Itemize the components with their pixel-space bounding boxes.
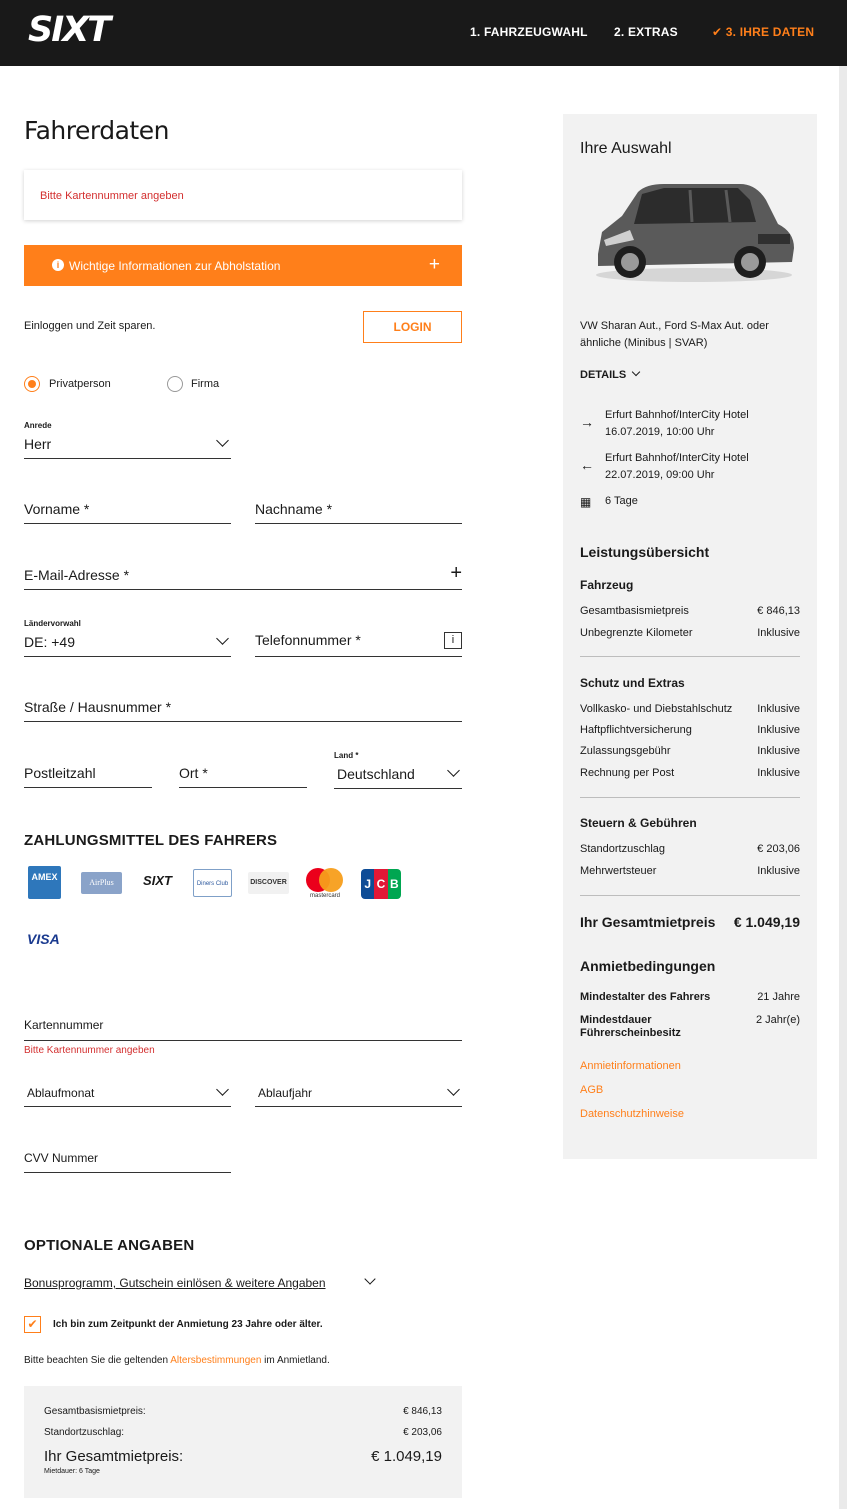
airplus-card-icon: AirPlus bbox=[81, 872, 122, 894]
taxes-row-label: Standortzuschlag bbox=[580, 843, 665, 855]
summary-location-value: € 203,06 bbox=[403, 1427, 442, 1438]
sixt-logo[interactable]: SIXT bbox=[28, 10, 110, 50]
age-rules-link[interactable]: Altersbestimmungen bbox=[170, 1355, 262, 1366]
radio-private[interactable] bbox=[24, 376, 40, 392]
chevron-down-icon bbox=[216, 632, 229, 645]
price-summary bbox=[24, 1386, 462, 1498]
pickup-place: Erfurt Bahnhof/InterCity Hotel bbox=[605, 409, 749, 421]
vehicle-row-label: Gesamtbasismietpreis bbox=[580, 605, 689, 617]
salutation-value: Herr bbox=[24, 436, 52, 452]
age-note: Bitte beachten Sie die geltenden Altersbestimmungen im Anmietland. bbox=[24, 1355, 330, 1366]
extras-row-label: Rechnung per Post bbox=[580, 767, 675, 779]
card-number-error: Bitte Kartennummer angeben bbox=[24, 1045, 155, 1056]
taxes-row-value: Inklusive bbox=[757, 865, 800, 877]
country-value: Deutschland bbox=[337, 766, 415, 782]
summary-base-label: Gesamtbasismietpreis: bbox=[44, 1406, 146, 1417]
conditions-title: Anmietbedingungen bbox=[580, 958, 716, 974]
step-your-data-label: 3. IHRE DATEN bbox=[725, 25, 815, 39]
station-info-bar[interactable] bbox=[24, 245, 462, 286]
last-name-label: Nachname * bbox=[255, 501, 333, 517]
min-age-value: 21 Jahre bbox=[757, 991, 800, 1003]
street-label: Straße / Hausnummer * bbox=[24, 699, 172, 715]
sixt-card-icon: SIXT bbox=[137, 870, 178, 894]
zip-field[interactable] bbox=[24, 761, 152, 788]
city-label: Ort * bbox=[179, 765, 208, 781]
age-checkbox[interactable]: ✔ bbox=[24, 1316, 41, 1333]
expiry-year-label: Ablaufjahr bbox=[258, 1086, 313, 1100]
extras-row-label: Vollkasko- und Diebstahlschutz bbox=[580, 703, 733, 715]
extras-row-label: Haftpflichtversicherung bbox=[580, 724, 692, 736]
rental-info-link[interactable]: Anmietinformationen bbox=[580, 1060, 681, 1072]
extras-row-value: Inklusive bbox=[757, 703, 800, 715]
chevron-down-icon bbox=[216, 1083, 229, 1096]
divider bbox=[580, 656, 800, 657]
calendar-icon: ▦ bbox=[580, 495, 592, 509]
radio-private-label: Privatperson bbox=[49, 378, 111, 390]
summary-location-label: Standortzuschlag: bbox=[44, 1427, 125, 1438]
cvv-label: CVV Nummer bbox=[24, 1151, 99, 1165]
zip-label: Postleitzahl bbox=[24, 765, 96, 781]
chevron-down-icon bbox=[216, 434, 229, 447]
payment-title: ZAHLUNGSMITTEL DES FAHRERS bbox=[24, 832, 278, 849]
min-license-value: 2 Jahr(e) bbox=[755, 1014, 800, 1026]
summary-base-value: € 846,13 bbox=[403, 1406, 442, 1417]
visa-card-icon: VISA bbox=[27, 931, 60, 947]
selection-sidebar bbox=[563, 114, 817, 1159]
email-field[interactable] bbox=[24, 563, 462, 590]
car-description-1: VW Sharan Aut., Ford S-Max Aut. oder bbox=[580, 320, 769, 332]
chevron-down-icon[interactable] bbox=[632, 368, 640, 376]
error-banner bbox=[24, 170, 462, 220]
scrollbar[interactable] bbox=[839, 66, 847, 1509]
expiry-month-select[interactable] bbox=[24, 1082, 231, 1107]
country-select[interactable] bbox=[334, 762, 462, 789]
step-extras[interactable]: 2. EXTRAS bbox=[614, 25, 678, 39]
page-title: Fahrerdaten bbox=[24, 116, 169, 145]
step-vehicle[interactable]: 1. FAHRZEUGWAHL bbox=[470, 25, 588, 39]
last-name-field[interactable] bbox=[255, 497, 462, 524]
error-banner-text: Bitte Kartennummer angeben bbox=[40, 190, 184, 202]
divider bbox=[580, 895, 800, 896]
vehicle-row-value: Inklusive bbox=[757, 627, 800, 639]
info-icon: i bbox=[52, 259, 64, 271]
email-label: E-Mail-Adresse * bbox=[24, 567, 130, 583]
pickup-time: 16.07.2019, 10:00 Uhr bbox=[605, 426, 715, 438]
chevron-down-icon bbox=[447, 764, 460, 777]
card-number-field[interactable] bbox=[24, 1014, 462, 1041]
salutation-label: Anrede bbox=[24, 421, 52, 430]
mastercard-icon: mastercard bbox=[304, 868, 346, 900]
discover-card-icon: DISCOVER bbox=[248, 872, 289, 894]
checkmark-icon: ✔ bbox=[712, 25, 726, 39]
bonus-toggle-link[interactable]: Bonusprogramm, Gutschein einlösen & weitere Angaben bbox=[24, 1276, 326, 1290]
step-your-data[interactable] bbox=[712, 25, 814, 39]
city-field[interactable] bbox=[179, 761, 307, 788]
card-number-label: Kartennummer bbox=[24, 1018, 104, 1032]
login-button[interactable]: LOGIN bbox=[363, 311, 462, 343]
min-age-label: Mindestalter des Fahrers bbox=[580, 991, 711, 1003]
car-image bbox=[590, 178, 798, 284]
first-name-field[interactable] bbox=[24, 497, 231, 524]
phone-field[interactable] bbox=[255, 630, 462, 657]
taxes-row-value: € 203,06 bbox=[757, 843, 800, 855]
extras-row-value: Inklusive bbox=[757, 724, 800, 736]
vehicle-row-value: € 846,13 bbox=[757, 605, 800, 617]
divider bbox=[580, 797, 800, 798]
chevron-down-icon bbox=[447, 1083, 460, 1096]
vehicle-row-label: Unbegrenzte Kilometer bbox=[580, 627, 693, 639]
return-time: 22.07.2019, 09:00 Uhr bbox=[605, 469, 715, 481]
privacy-link[interactable]: Datenschutzhinweise bbox=[580, 1108, 684, 1120]
extras-row-label: Zulassungsgebühr bbox=[580, 745, 671, 757]
chevron-down-icon[interactable] bbox=[364, 1273, 375, 1284]
sidebar-title: Ihre Auswahl bbox=[580, 140, 672, 157]
overview-title: Leistungsübersicht bbox=[580, 544, 710, 560]
sidebar-total-value: € 1.049,19 bbox=[733, 914, 800, 930]
station-info-text: Wichtige Informationen zur Abholstation bbox=[69, 259, 281, 273]
expiry-year-select[interactable] bbox=[255, 1082, 462, 1107]
min-license-label-1: Mindestdauer bbox=[580, 1014, 652, 1026]
jcb-card-icon: J C B bbox=[361, 869, 401, 899]
sidebar-total-label: Ihr Gesamtmietpreis bbox=[580, 914, 716, 930]
taxes-title: Steuern & Gebühren bbox=[580, 816, 697, 830]
summary-total-value: € 1.049,19 bbox=[371, 1448, 442, 1465]
top-header bbox=[0, 0, 847, 66]
street-field[interactable] bbox=[24, 695, 462, 722]
car-description-2: ähnliche (Minibus | SVAR) bbox=[580, 337, 708, 349]
terms-link[interactable]: AGB bbox=[580, 1084, 604, 1096]
arrow-left-icon: ← bbox=[580, 457, 594, 473]
summary-duration: Mietdauer: 6 Tage bbox=[44, 1468, 100, 1475]
country-code-label: Ländervorwahl bbox=[24, 619, 81, 628]
country-code-value: DE: +49 bbox=[24, 634, 75, 650]
taxes-row-label: Mehrwertsteuer bbox=[580, 865, 657, 877]
plus-icon[interactable]: + bbox=[450, 562, 462, 584]
extras-title: Schutz und Extras bbox=[580, 676, 685, 690]
summary-total-label: Ihr Gesamtmietpreis: bbox=[44, 1448, 184, 1465]
age-confirm-label: Ich bin zum Zeitpunkt der Anmietung 23 Jahre oder älter. bbox=[53, 1319, 323, 1330]
diners-card-icon: Diners Club bbox=[193, 869, 232, 897]
info-icon[interactable]: i bbox=[444, 632, 462, 649]
salutation-select[interactable] bbox=[24, 432, 231, 459]
min-license-label-2: Führerscheinbesitz bbox=[580, 1027, 681, 1039]
first-name-label: Vorname * bbox=[24, 501, 90, 517]
optional-title: OPTIONALE ANGABEN bbox=[24, 1237, 195, 1254]
radio-company-label: Firma bbox=[191, 378, 220, 390]
details-toggle[interactable]: DETAILS bbox=[580, 369, 627, 381]
login-hint: Einloggen und Zeit sparen. bbox=[24, 320, 156, 332]
country-code-select[interactable] bbox=[24, 630, 231, 657]
plus-icon[interactable]: + bbox=[428, 254, 440, 275]
vehicle-title: Fahrzeug bbox=[580, 578, 634, 592]
amex-card-icon: AMEX bbox=[28, 866, 61, 899]
rental-duration: 6 Tage bbox=[605, 495, 638, 507]
return-place: Erfurt Bahnhof/InterCity Hotel bbox=[605, 452, 749, 464]
extras-row-value: Inklusive bbox=[757, 745, 800, 757]
extras-row-value: Inklusive bbox=[757, 767, 800, 779]
arrow-right-icon: → bbox=[580, 414, 594, 430]
phone-label: Telefonnummer * bbox=[255, 632, 361, 648]
expiry-month-label: Ablaufmonat bbox=[27, 1086, 95, 1100]
cvv-field[interactable] bbox=[24, 1147, 231, 1173]
radio-company[interactable] bbox=[167, 376, 183, 392]
country-label: Land * bbox=[334, 751, 359, 760]
